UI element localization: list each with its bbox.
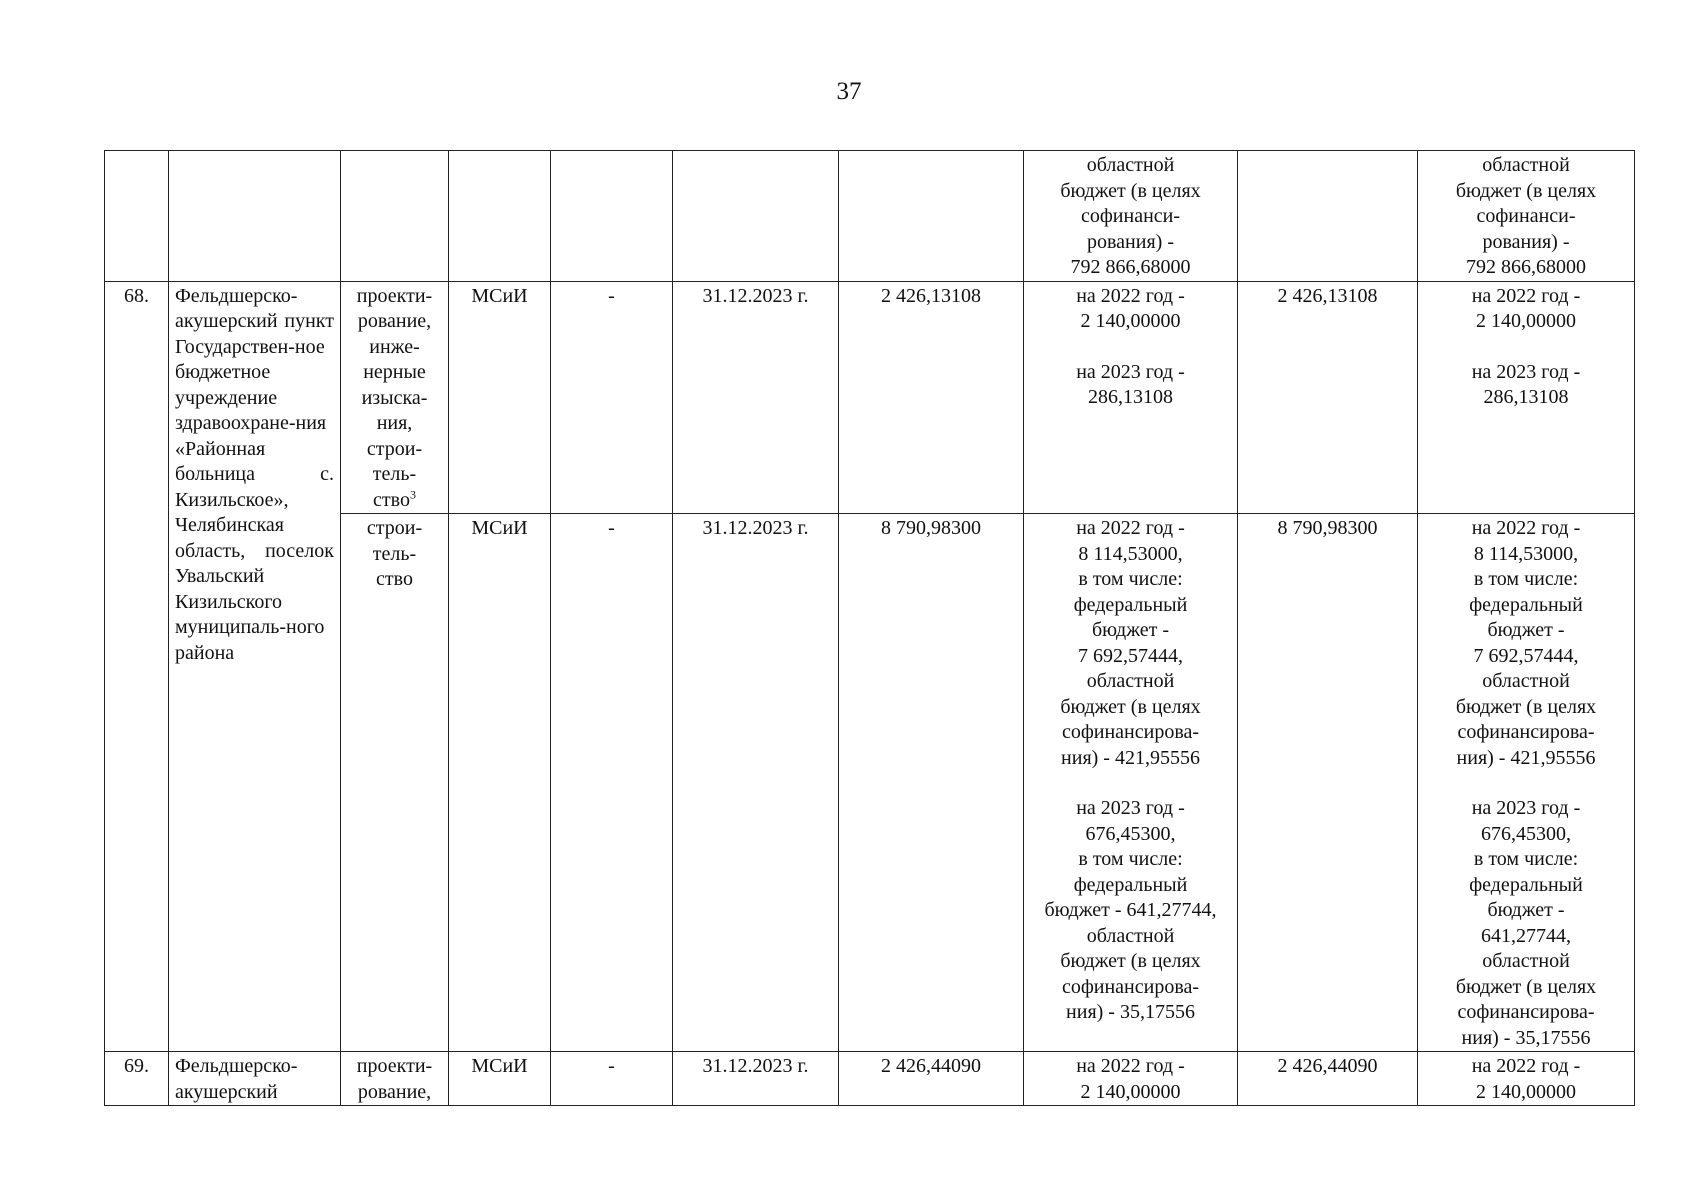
cell-funding: на 2022 год - 2 140,00000 xyxy=(1024,1052,1238,1106)
cell-cost: 2 426,13108 xyxy=(839,281,1024,514)
cell-funding-limit xyxy=(1418,514,1635,1052)
cell-funding: областной бюджет (в целях софинанси- рования) - 792 866,68000 xyxy=(1024,151,1238,282)
cell-dash xyxy=(551,151,673,282)
table-row-68-design xyxy=(105,281,1635,514)
funding-limit-2022: на 2022 год - 2 140,00000 xyxy=(1471,284,1581,332)
funding-limit-2023: на 2023 год - 286,13108 xyxy=(1471,360,1581,408)
footnote-mark: 3 xyxy=(409,486,416,501)
funding-2023: на 2023 год - 676,45300, в том числе: федеральный бюджет - 641,27744, областной бюджет (в целях софинансирова- ния) - 35,17556 xyxy=(1044,797,1217,1023)
cell-number: 68. xyxy=(105,281,169,1052)
cell-object-name: Фельдшерско- акушерский xyxy=(169,1052,341,1106)
table-row-69 xyxy=(105,1052,1635,1106)
cell-limit: 8 790,98300 xyxy=(1238,514,1418,1052)
investment-table xyxy=(104,150,1635,1106)
cell-cost xyxy=(839,151,1024,282)
page-number: 37 xyxy=(836,78,862,105)
cell-deadline: 31.12.2023 г. xyxy=(673,1052,839,1106)
cell-work-type xyxy=(341,151,449,282)
cell-funding xyxy=(1024,281,1238,514)
funding-2023: на 2023 год - 286,13108 xyxy=(1076,360,1185,408)
cell-number xyxy=(105,151,169,282)
cell-funding xyxy=(1024,514,1238,1052)
cell-work-type xyxy=(341,281,449,514)
cell-work-type: строи- тель- ство xyxy=(341,514,449,1052)
cell-funding-limit: на 2022 год - 2 140,00000 xyxy=(1418,1052,1635,1106)
table-row-continuation xyxy=(105,151,1635,282)
cell-dash: - xyxy=(551,1052,673,1106)
cell-dash: - xyxy=(551,514,673,1052)
cell-deadline: 31.12.2023 г. xyxy=(673,281,839,514)
cell-object-name xyxy=(169,151,341,282)
cell-limit: 2 426,44090 xyxy=(1238,1052,1418,1106)
funding-2022: на 2022 год - 2 140,00000 xyxy=(1076,284,1185,332)
work-type-text: проекти- рование, инже- нерные изыска- ния, строи- тель- ство xyxy=(356,284,433,511)
cell-object-name: Фельдшерско-акушерский пункт Государствен-ное бюджетное учреждение здравоохране-ния «Районная больница с. Кизильское», Челябинская область, поселок Увальский Кизильского муниципаль-ного района xyxy=(169,281,341,1052)
cell-customer: МСиИ xyxy=(449,281,551,514)
cell-limit: 2 426,13108 xyxy=(1238,281,1418,514)
cell-customer xyxy=(449,151,551,282)
funding-limit-2022: на 2022 год - 8 114,53000, в том числе: федеральный бюджет - 7 692,57444, областной бюджет (в целях софинансирова- ния) - 421,95556 xyxy=(1455,517,1597,769)
funding-limit-2023: на 2023 год - 676,45300, в том числе: федеральный бюджет - 641,27744, областной бюджет (в целях софинансирова- ния) - 35,17556 xyxy=(1455,797,1597,1049)
funding-2022: на 2022 год - 8 114,53000, в том числе: федеральный бюджет - 7 692,57444, областной бюджет (в целях софинансирова- ния) - 421,95556 xyxy=(1060,517,1201,769)
cell-deadline: 31.12.2023 г. xyxy=(673,514,839,1052)
cell-customer: МСиИ xyxy=(449,1052,551,1106)
cell-funding-limit: областной бюджет (в целях софинанси- рования) - 792 866,68000 xyxy=(1418,151,1635,282)
cell-work-type: проекти- рование, xyxy=(341,1052,449,1106)
cell-dash: - xyxy=(551,281,673,514)
cell-cost: 2 426,44090 xyxy=(839,1052,1024,1106)
cell-limit xyxy=(1238,151,1418,282)
cell-number: 69. xyxy=(105,1052,169,1106)
cell-customer: МСиИ xyxy=(449,514,551,1052)
cell-funding-limit xyxy=(1418,281,1635,514)
cell-deadline xyxy=(673,151,839,282)
cell-cost: 8 790,98300 xyxy=(839,514,1024,1052)
